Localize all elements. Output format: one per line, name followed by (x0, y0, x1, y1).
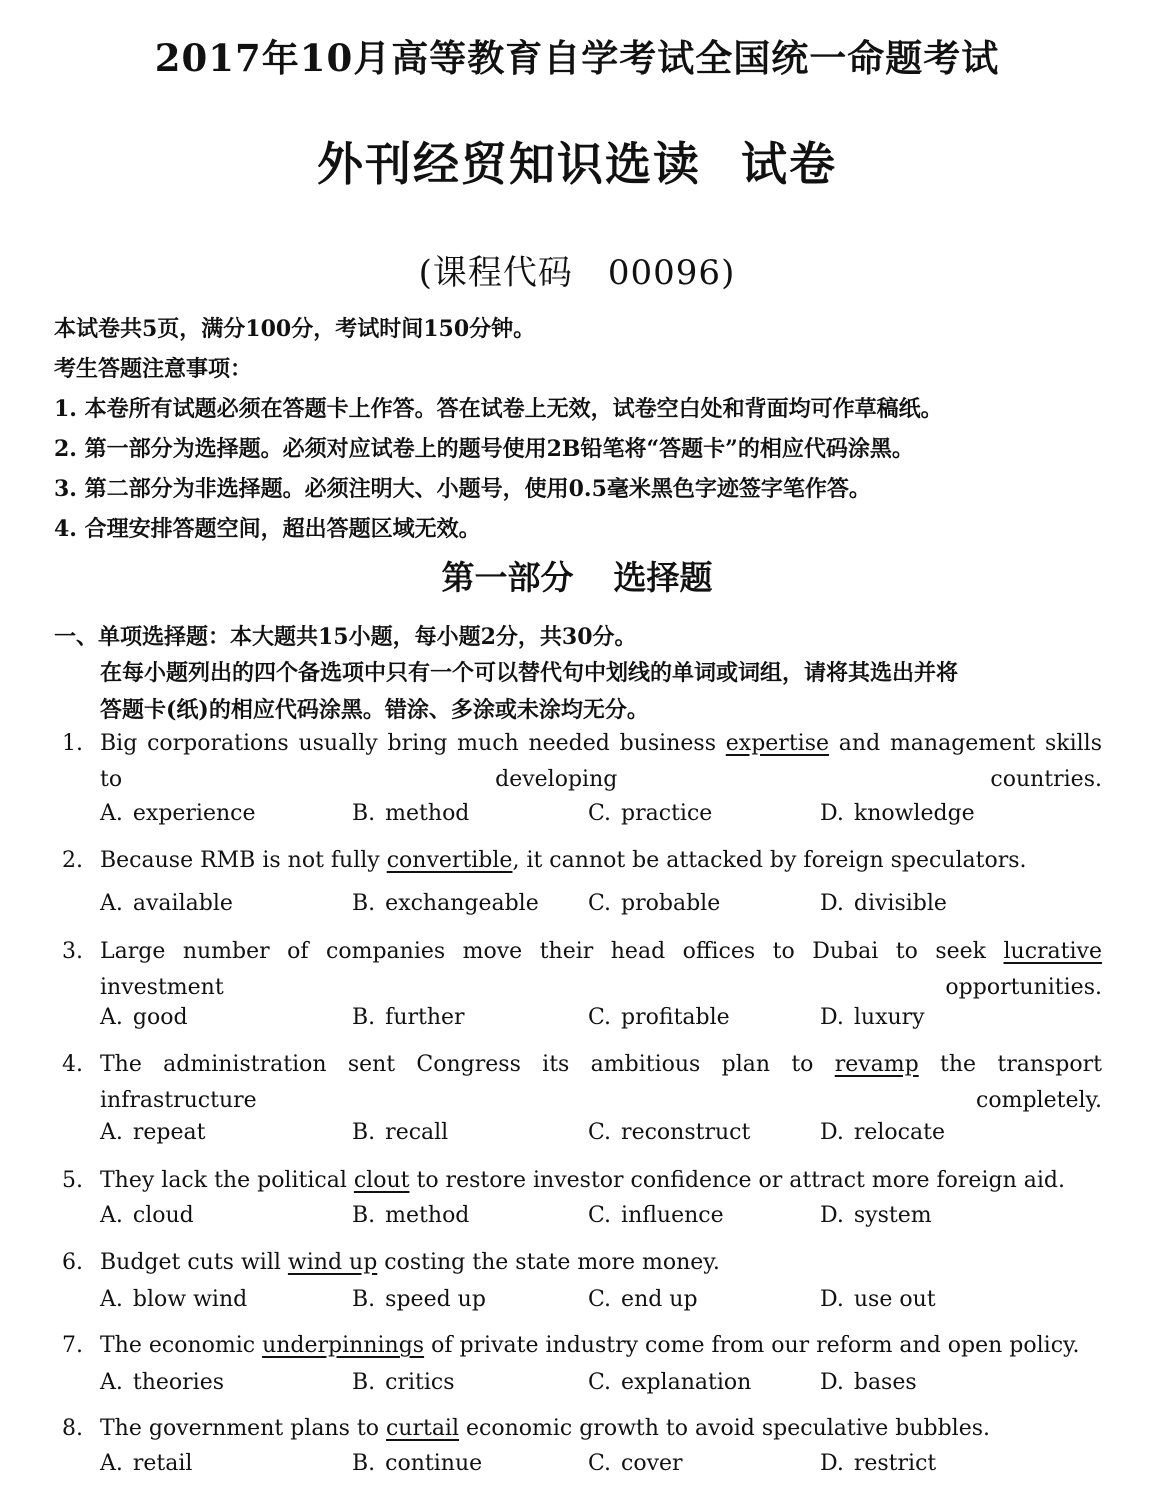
question-number: 3. (62, 939, 83, 964)
option-d: D. relocate (820, 1120, 945, 1145)
question-text: They lack the political clout to restore investor confidence or attract more foreign aid. (100, 1168, 1065, 1193)
option-b: B. recall (352, 1120, 449, 1145)
question-text: Large number of companies move their head offices to Dubai to seek lucrative investment opportunities. (100, 939, 1102, 1000)
option-a: A. good (100, 1005, 188, 1030)
section-heading: 一、单项选择题：本大题共15小题，每小题2分，共30分。 (54, 624, 637, 650)
option-a: A. repeat (100, 1120, 206, 1145)
underlined-word: wind up (287, 1250, 378, 1275)
option-a: A. available (100, 891, 233, 916)
question-number: 1. (62, 731, 83, 756)
question-number: 2. (62, 848, 83, 873)
underlined-word: clout (353, 1168, 410, 1193)
option-d: D. divisible (820, 891, 947, 916)
exam-title: 2017年10月高等教育自学考试全国统一命题考试 (154, 36, 1000, 80)
option-a: A. retail (100, 1451, 193, 1476)
option-d: D. knowledge (820, 801, 975, 826)
underlined-word: convertible (386, 848, 513, 873)
option-a: A. cloud (100, 1203, 194, 1228)
question (62, 843, 1102, 879)
question-number: 8. (62, 1416, 83, 1441)
underlined-word: curtail (385, 1416, 460, 1441)
question-text: The government plans to curtail economic growth to avoid speculative bubbles. (100, 1416, 990, 1441)
question-text: Budget cuts will wind up costing the state more money. (100, 1250, 720, 1275)
underlined-word: underpinnings (262, 1333, 425, 1358)
note-item: 1. 本卷所有试题必须在答题卡上作答。答在试卷上无效，试卷空白处和背面均可作草稿纸。 (54, 396, 943, 422)
question-text: The administration sent Congress its ambitious plan to revamp the transport infrastructure completely. (100, 1052, 1102, 1113)
option-d: D. system (820, 1203, 932, 1228)
part-title-left: 第一部分 (441, 558, 574, 597)
option-a: A. theories (100, 1370, 225, 1395)
option-b: B. critics (352, 1370, 455, 1395)
part-title (0, 552, 1154, 599)
paper-title (0, 128, 1154, 194)
question-number: 6. (62, 1250, 83, 1275)
question-text: Big corporations usually bring much needed business expertise and management skills to developing countries. (100, 731, 1103, 792)
note-item: 3. 第二部分为非选择题。必须注明大、小题号，使用0.5毫米黑色字迹签字笔作答。 (54, 476, 871, 502)
option-c: C. profitable (588, 1005, 730, 1030)
question-text: The economic underpinnings of private industry come from our reform and open policy. (100, 1333, 1080, 1358)
section-instructions: 答题卡(纸)的相应代码涂黑。错涂、多涂或未涂均无分。 (100, 697, 649, 723)
question-number: 7. (62, 1333, 83, 1358)
option-b: B. method (352, 1203, 470, 1228)
course-code: (课程代码 00096) (418, 253, 736, 293)
exam-intro: 本试卷共5页，满分100分，考试时间150分钟。 (54, 316, 536, 342)
question (62, 1245, 1102, 1281)
option-d: D. use out (820, 1287, 936, 1312)
part-title-right: 选择题 (613, 558, 713, 597)
option-c: C. reconstruct (588, 1120, 751, 1145)
option-c: C. probable (588, 891, 721, 916)
underlined-word: expertise (725, 731, 830, 756)
option-c: C. cover (588, 1451, 683, 1476)
option-a: A. blow wind (100, 1287, 248, 1312)
notes-heading: 考生答题注意事项： (54, 356, 253, 382)
option-d: D. luxury (820, 1005, 925, 1030)
option-d: D. bases (820, 1370, 917, 1395)
option-a: A. experience (100, 801, 256, 826)
question-text: Because RMB is not fully convertible, it cannot be attacked by foreign speculators. (100, 848, 1027, 873)
paper-title-suffix: 试卷 (741, 137, 837, 191)
note-item: 2. 第一部分为选择题。必须对应试卷上的题号使用2B铅笔将“答题卡”的相应代码涂黑。 (54, 436, 914, 462)
option-b: B. continue (352, 1451, 483, 1476)
paper-title-main: 外刊经贸知识选读 (317, 137, 701, 191)
underlined-word: lucrative (1003, 939, 1102, 964)
option-c: C. influence (588, 1203, 724, 1228)
option-b: B. method (352, 801, 470, 826)
question-number: 5. (62, 1168, 83, 1193)
question (62, 934, 1102, 1006)
section-instructions: 在每小题列出的四个备选项中只有一个可以替代句中划线的单词或词组，请将其选出并将 (100, 660, 959, 686)
option-b: B. exchangeable (352, 891, 539, 916)
underlined-word: revamp (834, 1052, 919, 1077)
question (62, 1163, 1102, 1199)
option-b: B. speed up (352, 1287, 486, 1312)
question (62, 1411, 1102, 1447)
question (62, 1328, 1102, 1364)
question (62, 1047, 1102, 1119)
option-d: D. restrict (820, 1451, 937, 1476)
question (62, 726, 1102, 798)
note-item: 4. 合理安排答题空间，超出答题区域无效。 (54, 516, 481, 542)
option-c: C. practice (588, 801, 713, 826)
option-c: C. explanation (588, 1370, 752, 1395)
question-number: 4. (62, 1052, 83, 1077)
option-c: C. end up (588, 1287, 698, 1312)
option-b: B. further (352, 1005, 465, 1030)
